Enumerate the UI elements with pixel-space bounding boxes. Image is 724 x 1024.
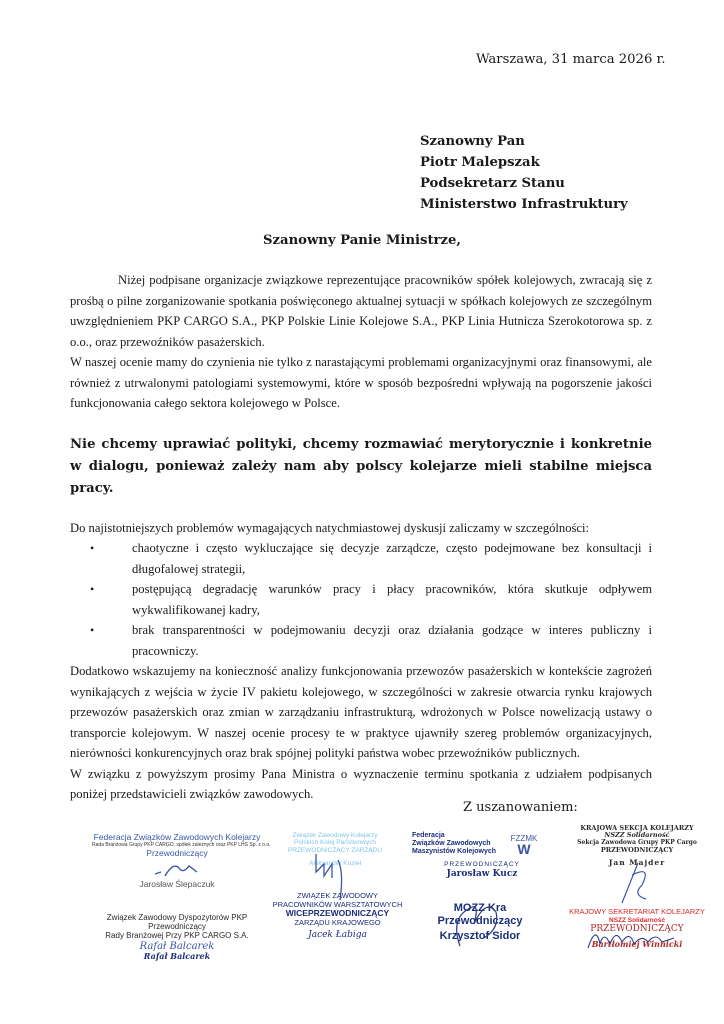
signature-scribble-icon	[147, 860, 207, 878]
paragraph-additional: Dodatkowo wskazujemy na konieczność analizy funkcjonowania przewozów pasażerskich w kontekście zagrożeń wynikających z wejścia w życie IV pakietu kolejowego, w szczególności w zakresie otwarcia rynku krajowych przewozów pasażerskich oraz zmian w zarządzaniu infrastrukturą, wdrożonych w Polsce nowelizacją ustawy o transporcie kolejowym. W naszej ocenie procesy te w praktyce ujawniły szereg problemów organizacyjnych, nierówności konkurencyjnych oraz brak spójnej polityki państwa wobec przewoźników publicznych.	[70, 664, 652, 760]
addressee-name: Piotr Malepszak	[420, 155, 540, 170]
signature-stamp-fzzk: Federacja Związków Zawodowych Kolejarzy Rada Branżowa Grupy PKP CARGO, spółek zależnych oraz PKP LHS Sp. z o.o. Przewodniczący Jarosław Ślepaczuk	[92, 832, 271, 890]
bullet-icon: •	[90, 582, 95, 596]
addressee-ministry: Ministerstwo Infrastruktury	[420, 197, 628, 212]
paragraph-assessment: W naszej ocenie mamy do czynienia nie tylko z narastającymi problemami organizacyjnymi oraz finansowymi, ale również z utrwalonymi patologiami systemowymi, które w sposób bezpośredni wpływają na pogorszenie jakości funkcjonowania całego sektora kolejowego w Polsce.	[70, 355, 652, 410]
signature-scribble-icon	[440, 888, 520, 948]
paragraph-request: W związku z powyższym prosimy Pana Ministra o wyznaczenie terminu spotkania z udziałem podpisanych poniżej przedstawicieli związków zawodowych.	[70, 766, 652, 801]
letter-body	[70, 270, 652, 805]
fzzmk-logo-icon: FZZMK W	[510, 834, 538, 858]
signature-stamp-zzk: Związek Zawodowy Kolejarzy Polskich Kolej Państwowych PRZEWODNICZĄCY ZARZĄDU Aleksander Kozieł	[270, 832, 400, 868]
closing: Z uszanowaniem:	[463, 800, 578, 815]
paragraph-emphasis: Nie chcemy uprawiać polityki, chcemy rozmawiać merytorycznie i konkretnie w dialogu, ponieważ zależy nam aby polscy kolejarze mieli stabilne miejsca pracy.	[70, 436, 652, 496]
signature-handwriting: Rafał Balcarek	[139, 940, 215, 952]
signature-stamp-fzzmk: Federacja Związków Zawodowych Maszynistów Kolejowych PRZEWODNICZĄCY Jarosław Kucz FZZMK W	[412, 832, 552, 879]
signature-stamp-nszz-cargo: KRAJOWA SEKCJA KOLEJARZY NSZZ Solidarność Sekcja Zawodowa Grupy PKP Cargo PRZEWODNICZĄCY Jan Majder	[562, 825, 712, 868]
salutation: Szanowny Panie Ministrze,	[263, 233, 461, 248]
bullet-icon: •	[90, 623, 95, 637]
signature-scribble-icon	[582, 920, 692, 954]
bullet-icon: •	[90, 541, 95, 555]
letter-date: Warszawa, 31 marca 2026 r.	[476, 52, 666, 67]
paragraph-intro: Niżej podpisane organizacje związkowe reprezentujące pracowników spółek kolejowych, zwracają się z prośbą o pilne zorganizowanie spotkania poświęconego aktualnej sytuacji w spółkach kolejowych ze szczególnym uwzględnieniem PKP CARGO S.A., PKP Polskie Linie Kolejowe S.A., PKP Linia Hutnicza Szerokotorowa sp. z o.o., oraz przewoźników pasażerskich.	[70, 273, 652, 349]
list-item: • chaotyczne i często wykluczające się decyzje zarządcze, często podejmowane bez konsultacji i długofalowej strategii,	[132, 538, 652, 579]
list-item: • brak transparentności w podejmowaniu decyzji oraz działania godzące w interes publiczny i pracowniczy.	[132, 620, 652, 661]
signature-stamp-zzpw: ZWIĄZEK ZAWODOWY PRACOWNIKÓW WARSZTATOWYCH WICEPRZEWODNICZĄCY ZARZĄDU KRAJOWEGO Jacek Łabiga	[272, 891, 403, 940]
addressee-position: Podsekretarz Stanu	[420, 176, 565, 191]
paragraph-problems-intro: Do najistotniejszych problemów wymagających natychmiastowej dyskusji zaliczamy w szczególności:	[70, 520, 589, 535]
problems-list	[70, 538, 652, 661]
addressee-line: Szanowny Pan	[420, 134, 525, 149]
list-item: • postępującą degradację warunków pracy i płacy pracowników, która skutkuje odpływem wykwalifikowanej kadry,	[132, 579, 652, 620]
signature-stamp-zzd: Związek Zawodowy Dyspozytorów PKP Przewodniczący Rady Branżowej Przy PKP CARGO S.A. Rafał Balcarek Rafał Balcarek	[92, 913, 262, 961]
addressee-block	[420, 131, 628, 215]
signature-stamp-mozz: MOZZ Kra Przewodniczący Krzysztof Sidor	[420, 902, 540, 943]
signature-stamp-nszz-krajowy: KRAJOWY SEKRETARIAT KOLEJARZY NSZZ Solidarność PRZEWODNICZĄCY Bartłomiej Winnicki	[562, 908, 712, 950]
signature-scribble-icon	[612, 855, 662, 905]
